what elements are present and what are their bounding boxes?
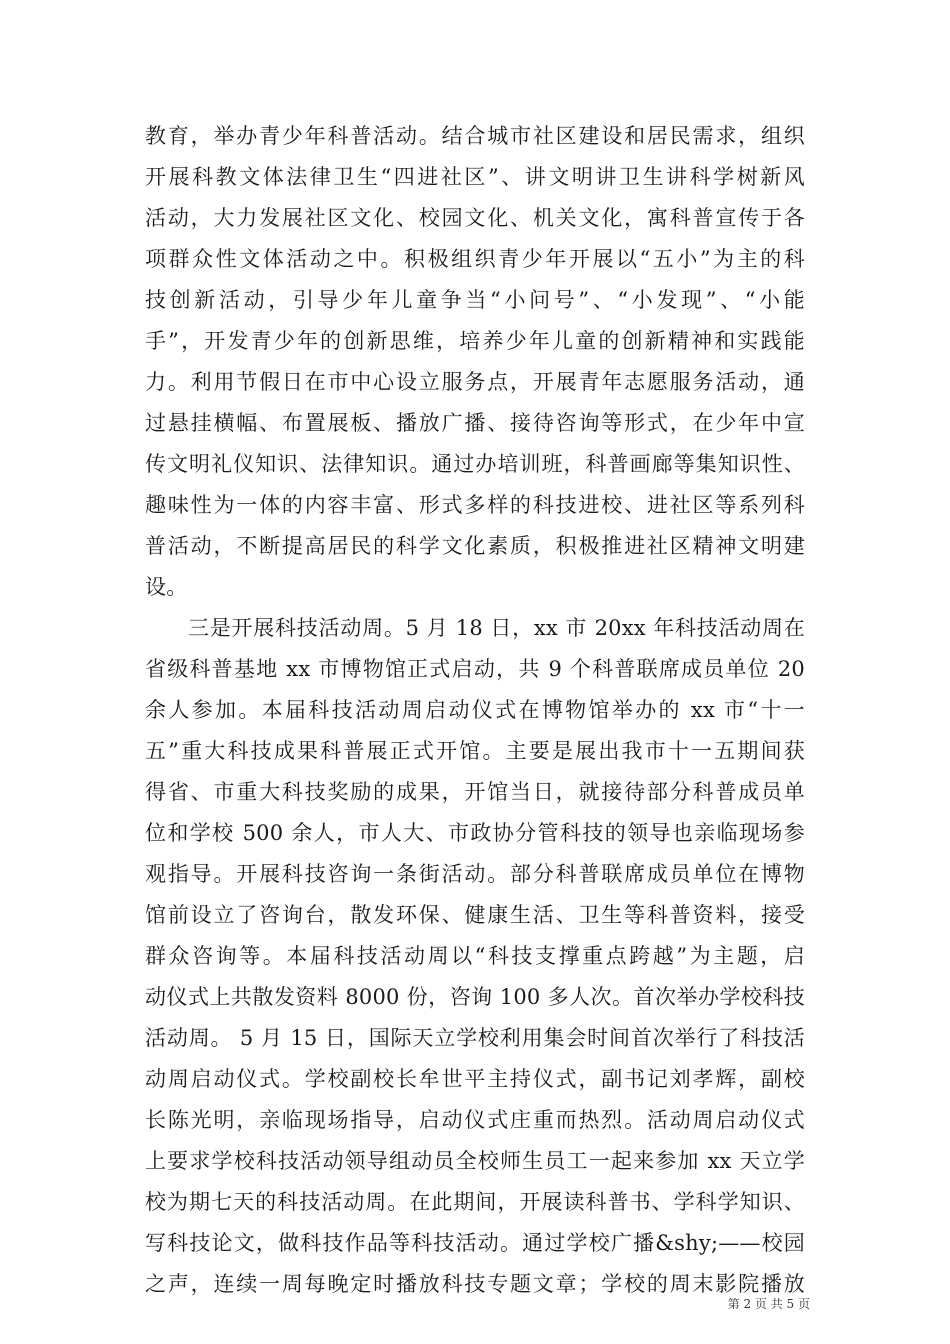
text-line: 省级科普基地 xx 市博物馆正式启动，共 9 个科普联席成员单位 20 [145, 657, 805, 681]
text-line: 长陈光明，亲临现场指导，启动仪式庄重而热烈。活动周启动仪式 [145, 1108, 805, 1132]
text-line: 动仪式上共散发资料 8000 份，咨询 100 多人次。首次举办学校科技 [145, 985, 805, 1009]
page-number-footer: 第 2 页 共 5 页 [727, 1297, 810, 1311]
text-line: 活动，大力发展社区文化、校园文化、机关文化，寓科普宣传于各 [145, 206, 805, 230]
text-line: 之声，连续一周每晚定时播放科技专题文章；学校的周末影院播放 [145, 1272, 805, 1296]
text-line: 上要求学校科技活动领导组动员全校师生员工一起来参加 xx 天立学 [145, 1149, 805, 1173]
text-line: 观指导。开展科技咨询一条街活动。部分科普联席成员单位在博物 [145, 862, 805, 886]
text-line: 群众咨询等。本届科技活动周以“科技支撑重点跨越”为主题，启 [145, 944, 805, 968]
text-line: 余人参加。本届科技活动周启动仪式在博物馆举办的 xx 市“十一 [145, 698, 805, 722]
text-line: 力。利用节假日在市中心设立服务点，开展青年志愿服务活动，通 [145, 370, 805, 394]
text-line: 五”重大科技成果科普展正式开馆。主要是展出我市十一五期间获 [145, 739, 805, 763]
text-line: 传文明礼仪知识、法律知识。通过办培训班，科普画廊等集知识性、 [145, 452, 805, 476]
text-line: 校为期七天的科技活动周。在此期间，开展读科普书、学科学知识、 [145, 1190, 805, 1214]
text-line: 手”，开发青少年的创新思维，培养少年儿童的创新精神和实践能 [145, 329, 805, 353]
text-line: 普活动，不断提高居民的科学文化素质，积极推进社区精神文明建 [145, 534, 805, 558]
text-line: 开展科教文体法律卫生“四进社区”、讲文明讲卫生讲科学树新风 [145, 165, 805, 189]
text-line: 趣味性为一体的内容丰富、形式多样的科技进校、进社区等系列科 [145, 493, 805, 517]
text-line: 活动周。 5 月 15 日，国际天立学校利用集会时间首次举行了科技活 [145, 1026, 805, 1050]
text-line: 过悬挂横幅、布置展板、播放广播、接待咨询等形式，在少年中宣 [145, 411, 805, 435]
text-line: 设。 [145, 575, 188, 599]
text-line: 动周启动仪式。学校副校长牟世平主持仪式，副书记刘孝辉，副校 [145, 1067, 805, 1091]
paragraph-first-line: 三是开展科技活动周。5 月 18 日，xx 市 20xx 年科技活动周在 [188, 616, 805, 640]
text-line: 教育，举办青少年科普活动。结合城市社区建设和居民需求，组织 [145, 124, 805, 148]
text-line: 馆前设立了咨询台，散发环保、健康生活、卫生等科普资料，接受 [145, 903, 805, 927]
text-line: 得省、市重大科技奖励的成果，开馆当日，就接待部分科普成员单 [145, 780, 805, 804]
text-line: 位和学校 500 余人，市人大、市政协分管科技的领导也亲临现场参 [145, 821, 805, 845]
text-line: 写科技论文，做科技作品等科技活动。通过学校广播&shy;——校园 [145, 1231, 805, 1255]
text-line: 技创新活动，引导少年儿童争当“小问号”、“小发现”、“小能 [145, 288, 805, 312]
text-line: 项群众性文体活动之中。积极组织青少年开展以“五小”为主的科 [145, 247, 805, 271]
